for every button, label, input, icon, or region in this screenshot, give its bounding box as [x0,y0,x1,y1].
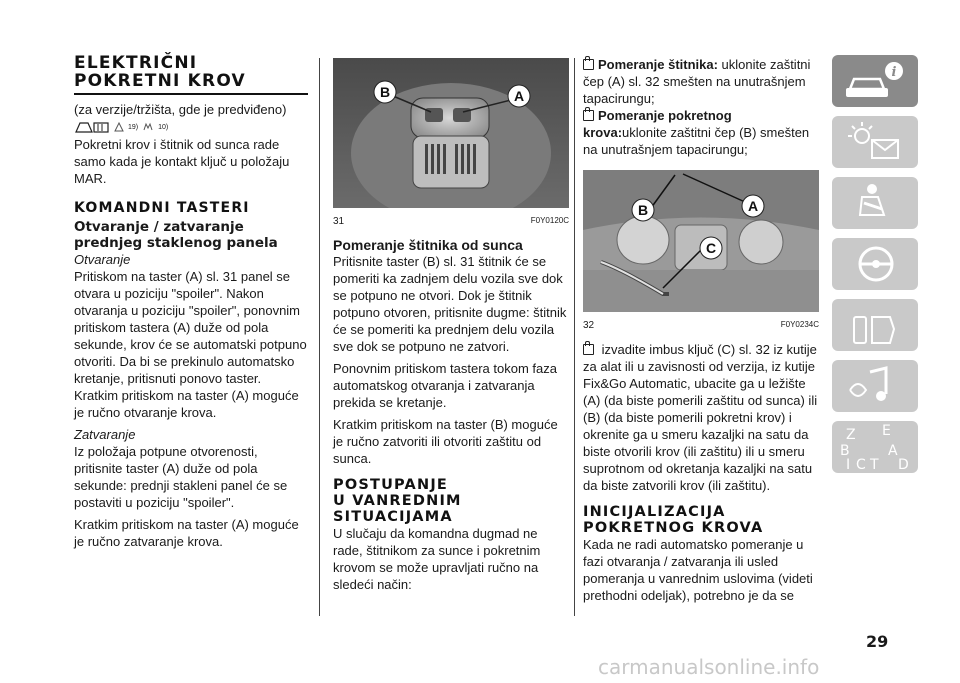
version-note: (za verzije/tržišta, gde je predviđeno) [74,102,287,117]
svg-text:C: C [856,457,866,473]
svg-text:E: E [882,423,891,439]
section-title [74,54,308,90]
opening-label: Otvaranje [74,252,131,267]
car-interior-image [583,170,819,312]
column-divider-2 [574,58,575,616]
closing-text-2: Kratkim pritiskom na taster (A) moguće je ručno zatvaranje krova. [74,517,299,549]
title-line-2: POKRETNI KROV [74,71,246,91]
warning-lights-icon [832,116,918,168]
engine-service-icon [832,299,918,351]
fig-number: 31 [333,216,345,227]
svg-text:Z: Z [846,427,856,443]
label-b: B [637,202,649,218]
label-c: C [705,240,717,256]
column-2 [333,58,569,593]
front-panel-title: Otvaranje / zatvaranje prednjeg staklenog panela [74,219,278,251]
figure-32-photo [583,170,819,317]
watermark: carmanualsonline.info [598,655,820,679]
bullet-2: Pomeranje pokretnog krova:uklonite zaštitni čep (B) smešten na unutrašnjem tapacirungu; [583,108,810,157]
bullet-icon [583,59,594,70]
page-number: 29 [866,632,889,651]
label-a: A [747,198,759,214]
tab-driving[interactable] [832,238,918,290]
airbag-seat-icon [832,177,918,229]
hand-note-icon [142,122,154,132]
ref-19: 19) [128,123,139,131]
sunshade-title: Pomeranje štitnika od sunca [333,237,523,253]
fig-number: 32 [583,320,595,331]
init-text: Kada ne radi automatsko pomeranje u fazi otvaranja / zatvaranja ili usled pomeranja u vanrednim uslovima (videti prethodni odeljak), potrebno je da se [583,537,813,603]
sunroof-warning-icon [74,120,110,134]
opening-text: Pritiskom na taster (A) sl. 31 panel se otvara u poziciju "spoiler". Nakon otvaranja u poziciju "spoiler", ponovnim pritiskom tastera (A) duže od pola sekunde, krov će se automatski potpuno otvoriti. Da bi se prekinulo automatsko kretanje, pritisnuti ponovo taster. Kratkim pritiskom na taster (A) moguće je ručno otvaranje krova. [74,269,307,420]
controls-title: KOMANDNI TASTERI [74,200,250,216]
closing-text: Iz položaja potpune otvorenosti, pritisnite taster (A) duže od pola sekunde: prednji stakleni panel će se postaviti u poziciju "spoiler". [74,444,288,510]
alphabet-index-icon [832,421,918,473]
bullet-3: izvadite imbus ključ (C) sl. 32 iz kutije za alat ili u zavisnosti od verzija, iz kutije Fix&Go Automatic, ubacite ga u ležište (A) (da biste pomerili zaštitu od sunca) ili (B) (da biste pomerili pokretni krov) i okrenite ga u smeru kazaljki na satu da biste otvorili krov (ili zaštitu) ili u smeru suprotnom od okretanja kazaljki na satu da biste zatvorili krov (ili zaštitu). [583,342,818,493]
figure-31-caption [333,216,569,227]
sunshade-text: Pritisnite taster (B) sl. 31 štitnik će se pomeriti ka zadnjem delu vozila sve dok se potpuno ne otvori. Dok je štitnik potpuno otvoren, pritisnite dugme: štitnik će se pomeriti ka prednjem delu vozila sve dok se potpuno ne zatvori. [333,254,567,354]
tab-index[interactable] [832,421,918,473]
fig-code: F0Y0120C [530,216,569,225]
figure-31-photo [333,58,569,213]
title-rule [74,93,308,95]
init-title: INICIJALIZACIJA POKRETNOG KROVA [583,504,764,536]
roof-console-image [333,58,569,208]
tab-car-info[interactable] [832,55,918,107]
emergency-text: U slučaju da komandna dugmad ne rade, štitnikom za sunce i pokretnim krovom se može upravljati ručno na sledeći način: [333,526,541,592]
label-a: A [513,88,525,104]
warning-refs [74,120,308,134]
tab-safety[interactable] [832,177,918,229]
sunshade-text-2: Ponovnim pritiskom tastera tokom faza automatskog otvaranja i zatvaranja prekida se kretanje. [333,361,557,410]
svg-text:A: A [888,443,898,459]
bullet-icon [583,110,594,121]
svg-text:I: I [846,457,851,473]
column-divider-1 [319,58,320,616]
steering-wheel-icon [832,238,918,290]
bullet-icon [583,344,594,355]
bullet-1: Pomeranje štitnika: uklonite zaštitni čep (A) sl. 32 smešten na unutrašnjem tapacirungu; [583,57,811,106]
chapter-sidebar [832,55,918,482]
tab-multimedia[interactable] [832,360,918,412]
sunshade-text-3: Kratkim pritiskom na taster (B) moguće je ručno zatvoriti ili otvoriti zaštitu od sunca. [333,417,558,466]
svg-text:T: T [870,457,879,473]
label-b: B [379,84,391,100]
warning-triangle-icon [114,122,124,132]
closing-label: Zatvaranje [74,427,136,442]
figure-32-caption [583,320,819,331]
emergency-title: POSTUPANJE U VANREDNIM SITUACIJAMA [333,477,462,525]
intro-text: Pokretni krov i štitnik od sunca rade samo kada je kontakt ključ u položaju MAR. [74,137,290,186]
tab-warning-lights[interactable] [832,116,918,168]
tab-emergency[interactable] [832,299,918,351]
music-note-icon [832,360,918,412]
fig-code: F0Y0234C [780,320,819,329]
svg-text:B: B [840,443,850,459]
column-1 [74,54,308,550]
car-info-icon [832,55,918,107]
svg-text:i: i [891,65,897,80]
svg-text:D: D [898,457,909,473]
column-3 [583,56,819,604]
title-line-1: ELEKTRIČNI [74,53,198,73]
ref-10: 10) [158,123,169,131]
